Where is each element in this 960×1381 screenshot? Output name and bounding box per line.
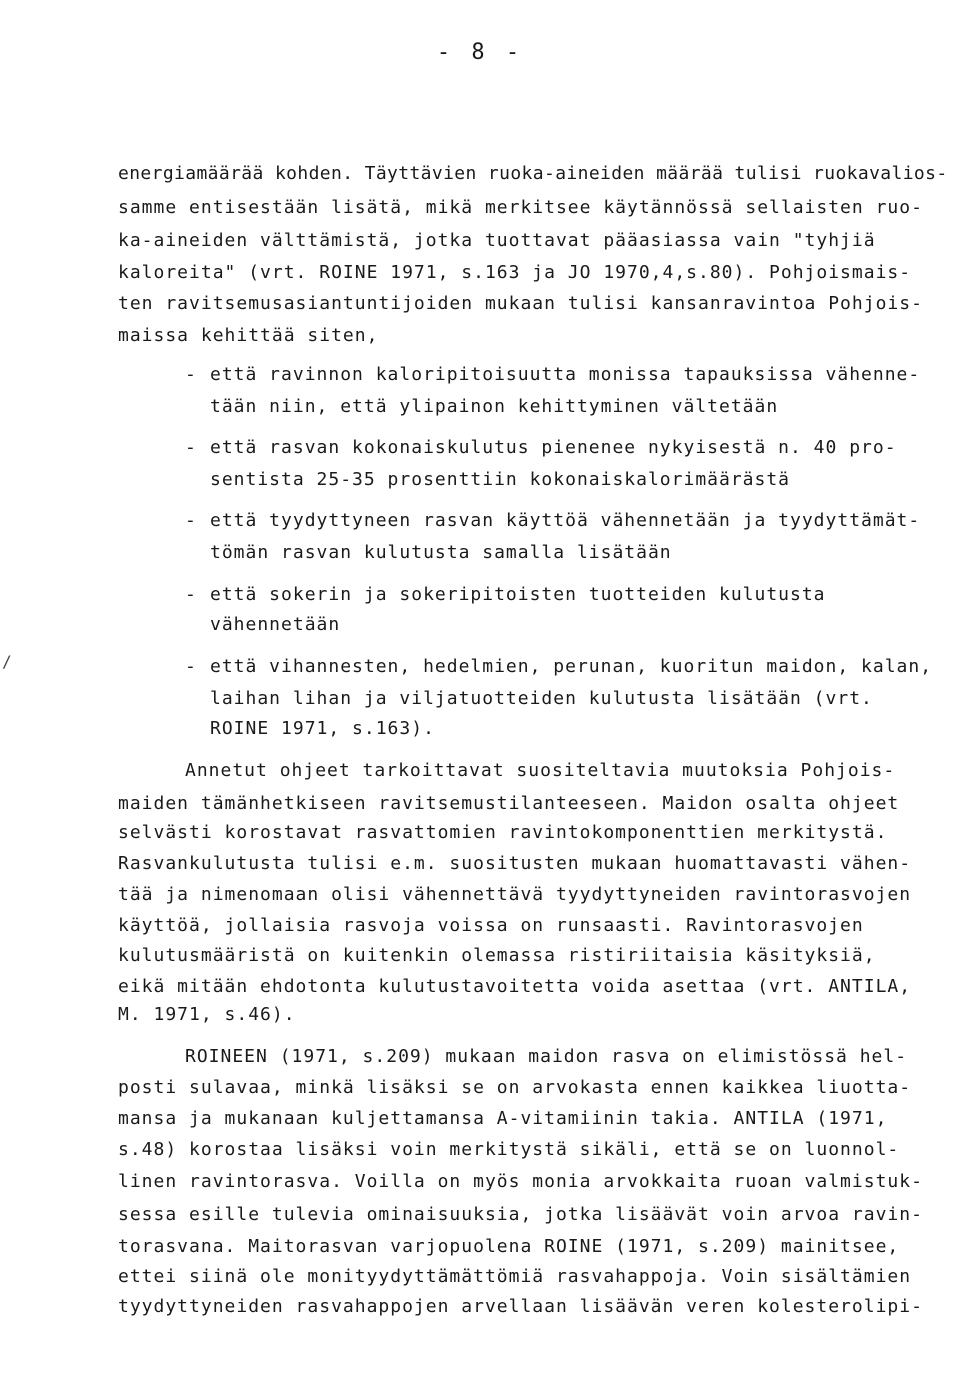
list-dash: -	[185, 584, 196, 605]
list-dash: -	[185, 364, 196, 385]
list-dash: -	[185, 510, 196, 531]
paragraph-line: maiden tämänhetkiseen ravitsemustilanteeseen. Maidon osalta ohjeet	[118, 793, 900, 814]
paragraph-line: M. 1971, s.46).	[118, 1004, 296, 1025]
list-item-line: että tyydyttyneen rasvan käyttöä vähennetään ja tyydyttämät-	[210, 510, 921, 531]
paragraph-line: sessa esille tulevia ominaisuuksia, jotka lisäävät voin arvoa ravin-	[118, 1204, 923, 1225]
list-item-line: että ravinnon kaloripitoisuutta monissa tapauksissa vähenne-	[210, 364, 921, 385]
paragraph-line: ROINEEN (1971, s.209) mukaan maidon rasva on elimistössä hel-	[185, 1046, 908, 1067]
list-item-line: tään niin, että ylipainon kehittyminen vältetään	[210, 396, 779, 417]
paragraph-line: Annetut ohjeet tarkoittavat suositeltavia muutoksia Pohjois-	[185, 760, 896, 781]
list-item-line: että sokerin ja sokeripitoisten tuotteiden kulutusta	[210, 584, 826, 605]
paragraph-line: s.48) korostaa lisäksi voin merkitystä sikäli, että se on luonnol-	[118, 1139, 900, 1160]
paragraph-line: mansa ja mukanaan kuljettamansa A-vitamiinin takia. ANTILA (1971,	[118, 1108, 888, 1129]
paragraph-line: energiamäärää kohden. Täyttävien ruoka-aineiden määrää tulisi ruokavalios-	[118, 163, 948, 184]
paragraph-line: tyydyttyneiden rasvahappojen arvellaan lisäävän veren kolesterolipi-	[118, 1296, 923, 1317]
paragraph-line: Rasvankulutusta tulisi e.m. suositusten mukaan huomattavasti vähen-	[118, 853, 912, 874]
paragraph-line: eikä mitään ehdotonta kulutustavoitetta voida asettaa (vrt. ANTILA,	[118, 976, 912, 997]
list-item-line: vähennetään	[210, 614, 341, 635]
paragraph-line: linen ravintorasva. Voilla on myös monia arvokkaita ruoan valmistuk-	[118, 1171, 923, 1192]
list-item-line: että rasvan kokonaiskulutus pienenee nykyisestä n. 40 pro-	[210, 437, 897, 458]
list-item-line: tömän rasvan kulutusta samalla lisätään	[210, 542, 672, 563]
list-item-line: että vihannesten, hedelmien, perunan, kuoritun maidon, kalan,	[210, 656, 933, 677]
paragraph-line: posti sulavaa, minkä lisäksi se on arvokasta ennen kaikkea liuotta-	[118, 1077, 912, 1098]
page-number: - 8 -	[436, 40, 524, 65]
paragraph-line: maissa kehittää siten,	[118, 325, 379, 346]
paragraph-line: käyttöä, jollaisia rasvoja voissa on runsaasti. Ravintorasvojen	[118, 915, 864, 936]
paragraph-line: ten ravitsemusasiantuntijoiden mukaan tulisi kansanravintoa Pohjois-	[118, 293, 923, 314]
paragraph-line: tää ja nimenomaan olisi vähennettävä tyydyttyneiden ravintorasvojen	[118, 884, 912, 905]
paragraph-line: ka-aineiden välttämistä, jotka tuottavat pääasiassa vain "tyhjiä	[118, 230, 876, 251]
paragraph-line: samme entisestään lisätä, mikä merkitsee käytännössä sellaisten ruo-	[118, 197, 923, 218]
margin-mark: /	[2, 652, 12, 671]
list-item-line: laihan lihan ja viljatuotteiden kulutusta lisätään (vrt.	[210, 688, 873, 709]
list-item-line: ROINE 1971, s.163).	[210, 718, 435, 739]
paragraph-line: torasvana. Maitorasvan varjopuolena ROINE (1971, s.209) mainitsee,	[118, 1236, 900, 1257]
list-dash: -	[185, 437, 196, 458]
paragraph-line: kulutusmääristä on kuitenkin olemassa ristiriitaisia käsityksiä,	[118, 945, 876, 966]
paragraph-line: ettei siinä ole monityydyttämättömiä rasvahappoja. Voin sisältämien	[118, 1266, 912, 1287]
paragraph-line: kaloreita" (vrt. ROINE 1971, s.163 ja JO 1970,4,s.80). Pohjoismais-	[118, 262, 912, 283]
list-dash: -	[185, 656, 196, 677]
list-item-line: sentista 25-35 prosenttiin kokonaiskalorimäärästä	[210, 469, 791, 490]
paragraph-line: selvästi korostavat rasvattomien ravintokomponenttien merkitystä.	[118, 822, 888, 843]
